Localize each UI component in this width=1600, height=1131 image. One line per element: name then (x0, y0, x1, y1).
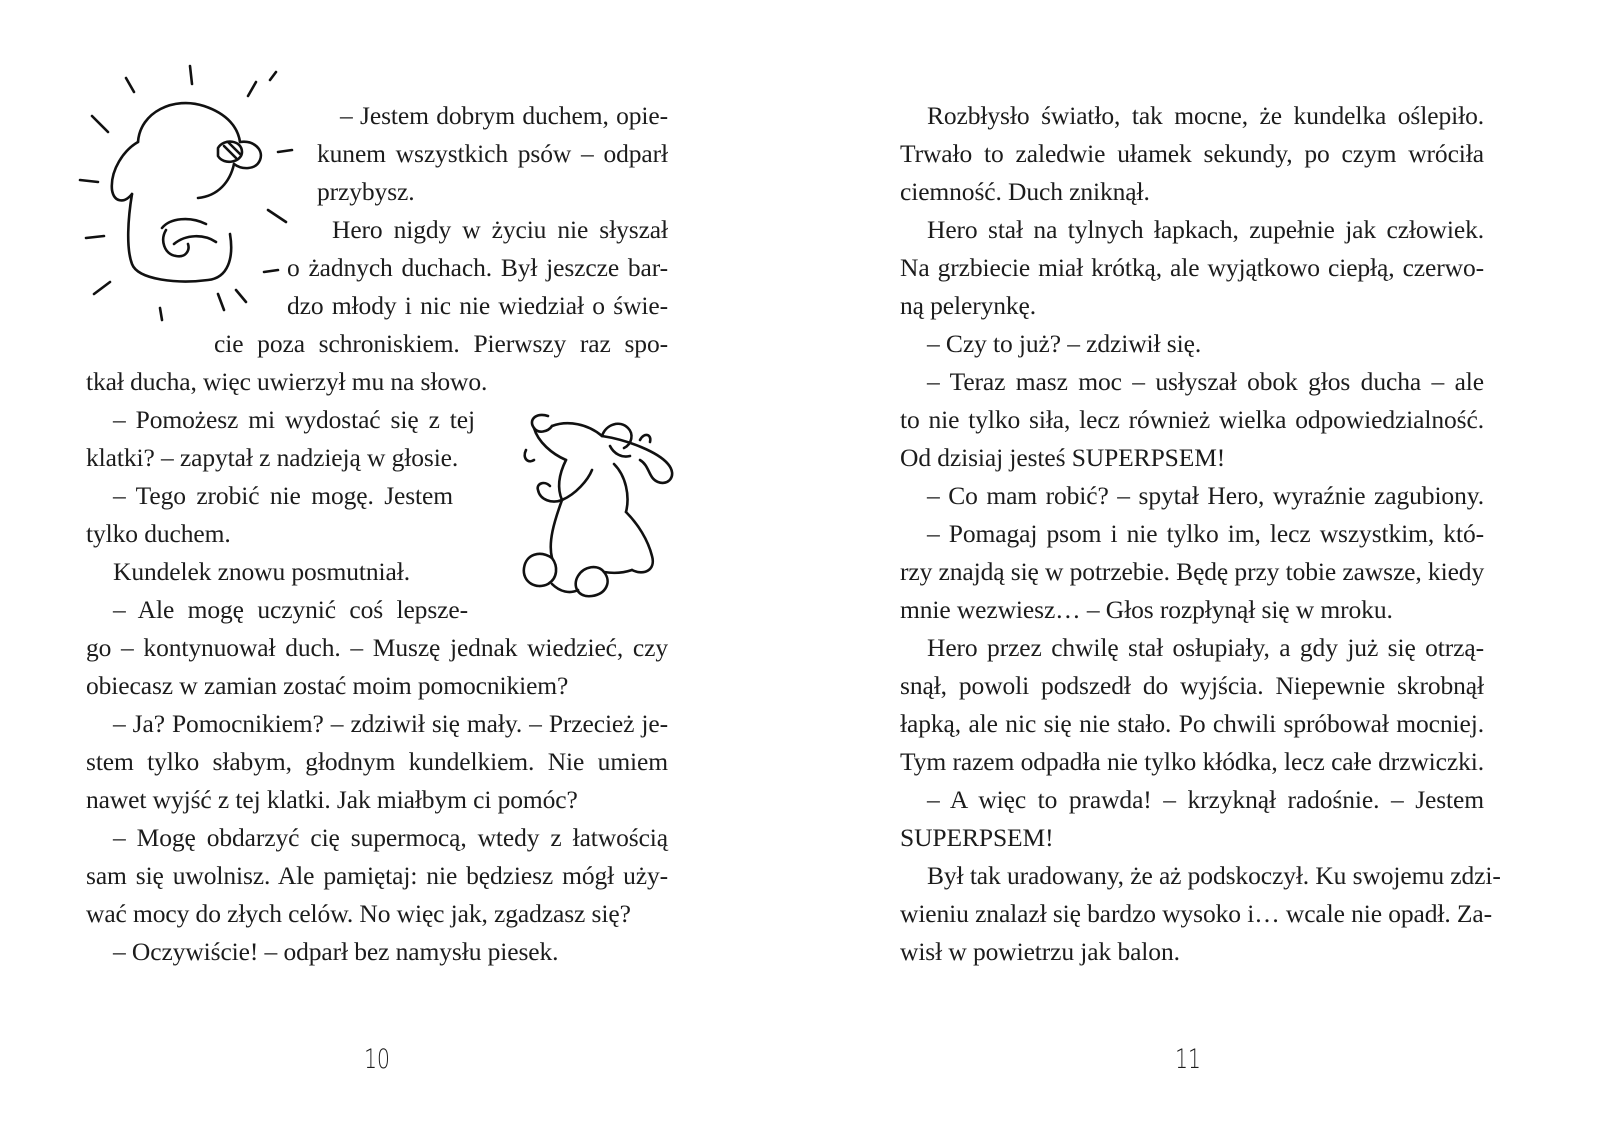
ghost-dog-illustration (78, 58, 298, 328)
text-line: nawet wyjść z tej klatki. Jak miałbym ci pomóc? (86, 785, 578, 814)
text-line: – Tego zrobić nie mogę. Jestem (113, 481, 453, 510)
text-line: – Ja? Pomocnikiem? – zdziwił się mały. – Przecież je- (113, 709, 668, 738)
text-line: wać mocy do złych celów. No więc jak, zgadzasz się? (86, 899, 631, 928)
text-line: Hero przez chwilę stał osłupiały, a gdy już się otrzą- (927, 633, 1484, 662)
right-page (800, 0, 1600, 1131)
text-line: – Oczywiście! – odparł bez namysłu piesek. (113, 937, 559, 966)
text-line: dzo młody i nic nie wiedział o świe- (287, 291, 668, 320)
text-line: Na grzbiecie miał krótką, ale wyjątkowo ciepłą, czerwo- (900, 253, 1484, 282)
text-line: stem tylko słabym, głodnym kundelkiem. Nie umiem (86, 747, 668, 776)
text-line: – A więc to prawda! – krzyknął radośnie. – Jestem (927, 785, 1484, 814)
text-line: wisł w powietrzu jak balon. (900, 937, 1180, 966)
text-line: tkał ducha, więc uwierzył mu na słowo. (86, 367, 488, 396)
text-line: ciemność. Duch zniknął. (900, 177, 1150, 206)
text-line: snął, powoli podszedł do wyjścia. Niepewnie skrobnął (900, 671, 1484, 700)
page-number: 10 (364, 1044, 390, 1075)
text-line: Trwało to zaledwie ułamek sekundy, po czym wróciła (900, 139, 1484, 168)
text-line: Hero nigdy w życiu nie słyszał (332, 215, 668, 244)
text-line: Był tak uradowany, że aż podskoczył. Ku swojemu zdzi- (927, 861, 1501, 890)
text-line: ną pelerynkę. (900, 291, 1037, 320)
text-line: – Teraz masz moc – usłyszał obok głos ducha – ale (927, 367, 1484, 396)
text-line: przybysz. (317, 177, 415, 206)
text-line: łapką, ale nic się nie stało. Po chwili spróbował mocniej. (900, 709, 1484, 738)
text-line: Tym razem odpadła nie tylko kłódka, lecz całe drzwiczki. (900, 747, 1484, 776)
crying-dog-illustration (518, 406, 696, 602)
text-line: sam się uwolnisz. Ale pamiętaj: nie będziesz mógł uży- (86, 861, 668, 890)
text-line: – Jestem dobrym duchem, opie- (340, 101, 668, 130)
text-line: – Ale mogę uczynić coś lepsze- (113, 595, 468, 624)
text-line: go – kontynuował duch. – Muszę jednak wiedzieć, czy (86, 633, 668, 662)
text-line: mnie wezwiesz… – Głos rozpłynął się w mroku. (900, 595, 1393, 624)
text-line: Od dzisiaj jesteś SUPERPSEM! (900, 443, 1226, 472)
text-line: obiecasz w zamian zostać moim pomocnikiem? (86, 671, 569, 700)
text-line: – Czy to już? – zdziwił się. (927, 329, 1202, 358)
text-line: – Mogę obdarzyć cię supermocą, wtedy z łatwością (113, 823, 668, 852)
text-line: rzy znajdą się w potrzebie. Będę przy tobie zawsze, kiedy (900, 557, 1485, 586)
text-line: wieniu znalazł się bardzo wysoko i… wcale nie opadł. Za- (900, 899, 1493, 928)
text-line: tylko duchem. (86, 519, 231, 548)
text-line: Hero stał na tylnych łapkach, zupełnie jak człowiek. (927, 215, 1484, 244)
text-line: klatki? – zapytał z nadzieją w głosie. (86, 443, 459, 472)
text-line: cie poza schroniskiem. Pierwszy raz spo- (214, 329, 668, 358)
text-line: o żadnych duchach. Był jeszcze bar- (287, 253, 668, 282)
text-line: kunem wszystkich psów – odparł (317, 139, 668, 168)
text-line: Rozbłysło światło, tak mocne, że kundelka oślepiło. (927, 101, 1484, 130)
text-line: – Co mam robić? – spytał Hero, wyraźnie zagubiony. (927, 481, 1484, 510)
text-line: SUPERPSEM! (900, 823, 1054, 852)
page-number: 11 (1175, 1044, 1201, 1075)
text-line: to nie tylko siła, lecz również wielka odpowiedzialność. (900, 405, 1484, 434)
text-line: – Pomagaj psom i nie tylko im, lecz wszystkim, któ- (927, 519, 1484, 548)
text-line: – Pomożesz mi wydostać się z tej (113, 405, 475, 434)
text-line: Kundelek znowu posmutniał. (113, 557, 410, 586)
